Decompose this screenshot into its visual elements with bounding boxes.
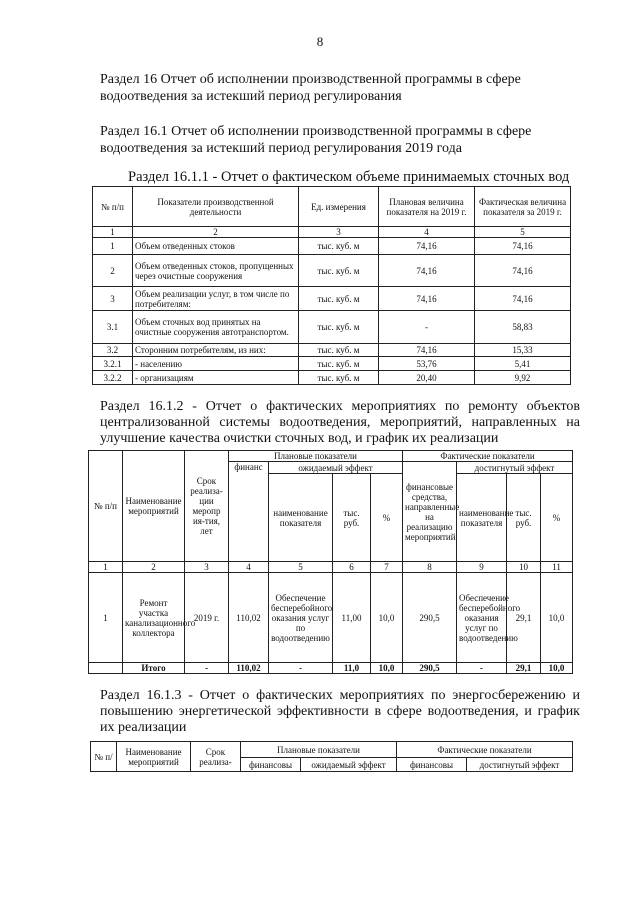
cell: 2 [93, 255, 133, 287]
cell: 58,83 [475, 311, 571, 344]
cell: тыс. куб. м [299, 344, 379, 357]
col-header-pct: % [371, 474, 403, 562]
col-header-effect-name: наименование показателя [457, 474, 507, 562]
col-number: 3 [299, 227, 379, 238]
col-header-fact: Фактические показатели [397, 742, 573, 758]
col-header-pct: % [541, 474, 573, 562]
col-number: 4 [229, 562, 269, 573]
col-number: 6 [333, 562, 371, 573]
cell: 5,41 [475, 357, 571, 371]
cell: тыс. куб. м [299, 371, 379, 385]
col-number: 8 [403, 562, 457, 573]
cell: 11,00 [333, 573, 371, 663]
col-header-finance-fact: финансовые средства, направленные на реализацию мероприятий [403, 462, 457, 562]
col-header-effect-name: наименование показателя [269, 474, 333, 562]
energy-saving-table [90, 741, 573, 772]
col-header-term: Срок реализа- [191, 742, 241, 772]
table-number-row [89, 562, 573, 573]
cell: 3.2.2 [93, 371, 133, 385]
col-header-finance-fact: финансовы [397, 758, 467, 772]
col-header: № п/п [93, 187, 133, 227]
cell: 53,76 [379, 357, 475, 371]
table-row [93, 344, 571, 357]
cell: тыс. куб. м [299, 255, 379, 287]
col-header-name: Наименование мероприятий [123, 451, 185, 562]
cell: Объем отведенных стоков [133, 238, 299, 255]
cell: 29,1 [507, 663, 541, 674]
cell: 29,1 [507, 573, 541, 663]
cell: 11,0 [333, 663, 371, 674]
col-header: Фактическая величина показателя за 2019 г. [475, 187, 571, 227]
cell: 110,02 [229, 573, 269, 663]
cell: 10,0 [541, 663, 573, 674]
table-row [89, 573, 573, 663]
cell: Итого [123, 663, 185, 674]
cell: Ремонт участка канализационного коллектора [123, 573, 185, 663]
cell: 74,16 [379, 344, 475, 357]
cell: - организациям [133, 371, 299, 385]
col-header-term: Срок реализа-ции меропр ия-тия, лет [185, 451, 229, 562]
col-number: 2 [133, 227, 299, 238]
cell: Объем реализации услуг, в том числе по потребителям: [133, 287, 299, 311]
cell: 3 [93, 287, 133, 311]
col-header-expected: ожидаемый эффект [301, 758, 397, 772]
col-number: 10 [507, 562, 541, 573]
cell: 74,16 [379, 238, 475, 255]
col-number: 11 [541, 562, 573, 573]
cell: - [457, 663, 507, 674]
col-header: Показатели производственной деятельности [133, 187, 299, 227]
cell: тыс. куб. м [299, 311, 379, 344]
cell: 74,16 [475, 238, 571, 255]
cell: 3.2.1 [93, 357, 133, 371]
cell: 74,16 [475, 255, 571, 287]
total-row [89, 663, 573, 674]
cell: - [185, 663, 229, 674]
col-header-expected: ожидаемый эффект [269, 462, 403, 474]
col-number: 3 [185, 562, 229, 573]
table-row [93, 311, 571, 344]
col-header: Плановая величина показателя на 2019 г. [379, 187, 475, 227]
section-16-1-1-heading: Раздел 16.1.1 - Отчет о фактическом объеме принимаемых сточных вод [128, 169, 570, 185]
cell: тыс. куб. м [299, 287, 379, 311]
col-header-num: № п/ [91, 742, 117, 772]
cell: - населению [133, 357, 299, 371]
cell: 3.2 [93, 344, 133, 357]
col-header-rub: тыс. руб. [333, 474, 371, 562]
section-16-1-heading: Раздел 16.1 Отчет об исполнении производственной программы в сфере водоотведения за истекший период регулирования 2019 года [100, 124, 532, 156]
cell: 3.1 [93, 311, 133, 344]
table-row [93, 238, 571, 255]
table-row [93, 287, 571, 311]
col-header-name: Наименование мероприятий [117, 742, 191, 772]
cell: тыс. куб. м [299, 238, 379, 255]
section-16-heading: Раздел 16 Отчет об исполнении производственной программы в сфере водоотведения за истекший период регулирования [100, 72, 521, 104]
col-number: 5 [269, 562, 333, 573]
cell: 74,16 [379, 287, 475, 311]
wastewater-volume-table [92, 186, 571, 385]
page-number: 8 [316, 34, 324, 49]
cell: 110,02 [229, 663, 269, 674]
col-header-fact: Фактические показатели [403, 451, 573, 462]
col-header-achieved: достигнутый эффект [457, 462, 573, 474]
table-row [93, 357, 571, 371]
cell: 1 [93, 238, 133, 255]
cell: 1 [89, 573, 123, 663]
col-header-plan: Плановые показатели [229, 451, 403, 462]
table-number-row [93, 227, 571, 238]
col-number: 9 [457, 562, 507, 573]
cell: 10,0 [541, 573, 573, 663]
col-number: 2 [123, 562, 185, 573]
col-number: 7 [371, 562, 403, 573]
cell [89, 663, 123, 674]
cell: 290,5 [403, 573, 457, 663]
col-header-finance: финанс [229, 462, 269, 562]
table-header-row [93, 187, 571, 227]
col-number: 5 [475, 227, 571, 238]
col-header-finance-plan: финансовы [241, 758, 301, 772]
col-header-plan: Плановые показатели [241, 742, 397, 758]
cell: 290,5 [403, 663, 457, 674]
cell: Сторонним потребителям, из них: [133, 344, 299, 357]
col-header-num: № п/п [89, 451, 123, 562]
repair-measures-table [88, 450, 573, 674]
cell: - [269, 663, 333, 674]
cell: 2019 г. [185, 573, 229, 663]
section-16-1-3-heading: Раздел 16.1.3 - Отчет о фактических мероприятиях по энергосбережению и повышению энергетической эффективности в сфере водоотведения, и график их реализации [100, 688, 580, 735]
col-header-rub: тыс. руб. [507, 474, 541, 562]
col-header: Ед. измерения [299, 187, 379, 227]
cell: Объем отведенных стоков, пропущенных через очистные сооружения [133, 255, 299, 287]
cell: тыс. куб. м [299, 357, 379, 371]
cell: 20,40 [379, 371, 475, 385]
cell: - [379, 311, 475, 344]
cell: 10,0 [371, 573, 403, 663]
cell: Обеспечение бесперебойного оказания услуг по водоотведению [457, 573, 507, 663]
cell: Объем сточных вод принятых на очистные сооружения автотранспортом. [133, 311, 299, 344]
cell: 10,0 [371, 663, 403, 674]
table-row [93, 255, 571, 287]
section-16-1-2-heading: Раздел 16.1.2 - Отчет о фактических мероприятиях по ремонту объектов централизованной системы водоотведения, мероприятий, направленных на улучшение качества очистки сточных вод, и график их реализации [100, 399, 580, 446]
cell: 9,92 [475, 371, 571, 385]
col-number: 1 [93, 227, 133, 238]
cell: 15,33 [475, 344, 571, 357]
col-number: 4 [379, 227, 475, 238]
cell: 74,16 [379, 255, 475, 287]
col-header-achieved: достигнутый эффект [467, 758, 573, 772]
cell: 74,16 [475, 287, 571, 311]
col-number: 1 [89, 562, 123, 573]
table-row [93, 371, 571, 385]
cell: Обеспечение бесперебойного оказания услуг по водоотведению [269, 573, 333, 663]
